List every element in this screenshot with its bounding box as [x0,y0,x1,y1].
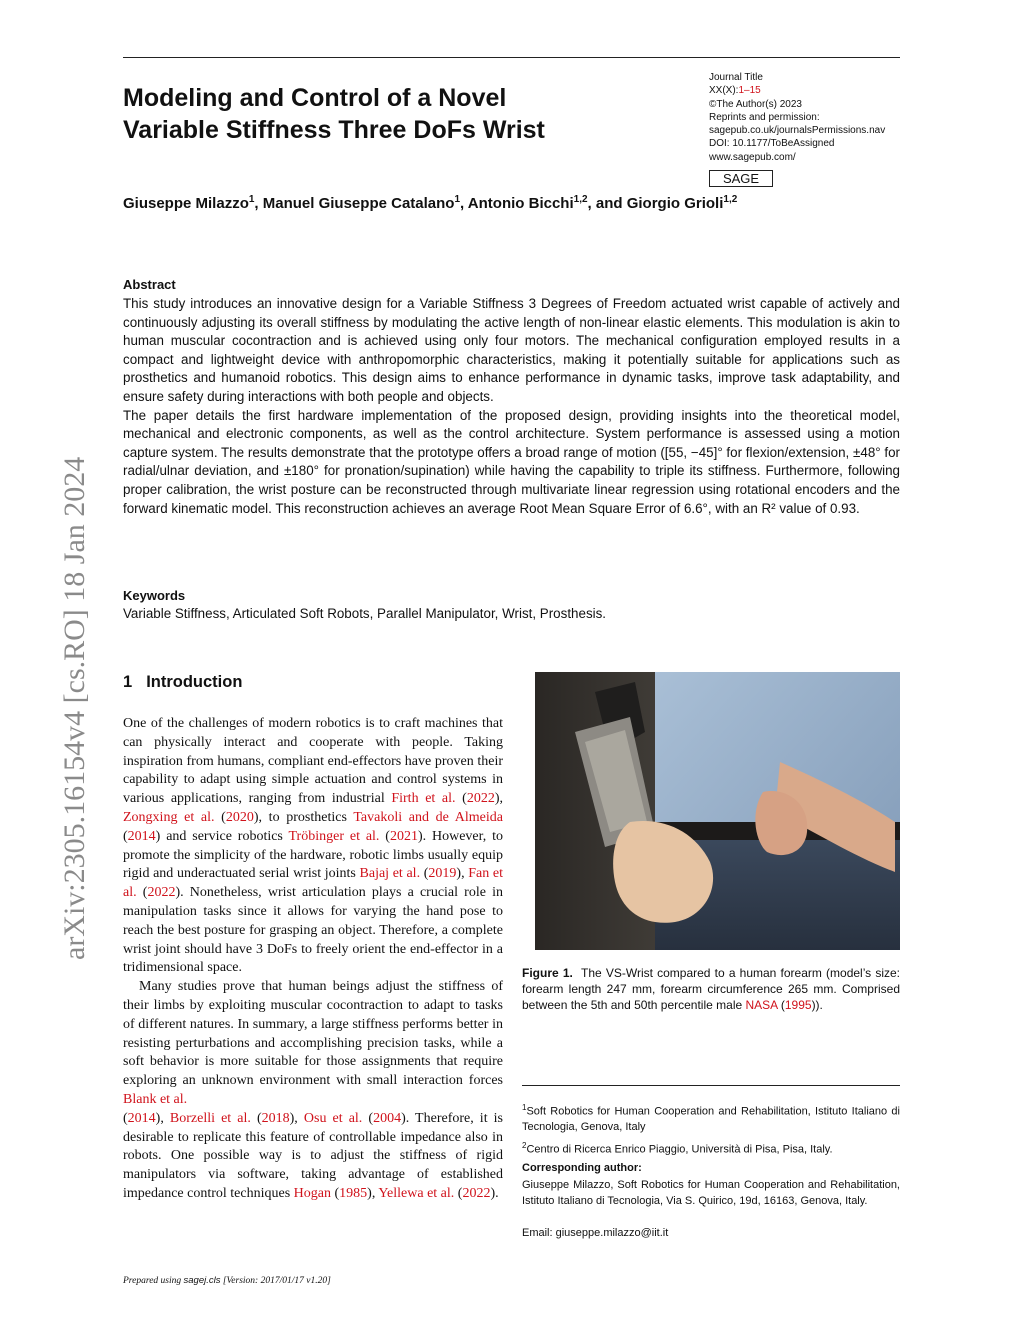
author-list: Giuseppe Milazzo$^1$, Manuel Giuseppe Catalano$^1$, Antonio Bicchi$^{1,2}$, and Giorgio Grioli$^{1,2}$ [123,194,738,212]
copyright: ©The Author(s) 2023 [709,98,802,110]
citation-year[interactable]: 2014 [127,1110,156,1126]
citation-year[interactable]: 1985 [339,1185,368,1201]
site-url: www.sagepub.com/ [709,151,796,163]
intro-body [123,715,503,1204]
citation-link[interactable]: Borzelli et al. [169,1110,251,1126]
citation-year[interactable]: 2022 [462,1185,491,1201]
arxiv-stamp: arXiv:2305.16154v4 [cs.RO] 18 Jan 2024 [58,456,91,960]
citation-link[interactable]: Firth et al. [391,791,456,807]
abstract-paragraph-2: The paper details the first hardware implementation of the proposed design, providing insights into the theoretical model, mechanical and electronic components, as well as the control architecture. System performance is assessed using a motion capture system. The results demonstrate that the prototype offers a broad range of motion ([55, −45]° for flexion/extension, ±48° for radial/ulnar deviation, and ±180° for pronation/supination) while having the capability to triple its stiffness. Furthermore, following proper calibration, the wrist posture can be reconstructed through multivariate linear regression using rotational encoders and the forward kinematic model. This reconstruction achieves an average Root Mean Square Error of 6.6°, with an R² value of 0.93. [123,407,900,516]
citation-year[interactable]: 1995 [784,998,812,1013]
citation-link[interactable]: Zongxing et al. [123,809,215,825]
citation-year[interactable]: 2021 [389,828,418,844]
pages-link[interactable]: 1–15 [738,85,761,97]
journal-volume: XX(X):1–15 [709,85,761,97]
sage-logo: SAGE [709,170,773,187]
citation-link[interactable]: Blank et al. [123,1091,188,1107]
title-line-2: Variable Stiffness Three DoFs Wrist [123,116,545,144]
citation-link[interactable]: Osu et al. [303,1110,363,1126]
citation-link[interactable]: Bajaj et al. [359,866,421,882]
affiliations [522,1100,900,1160]
citation-link[interactable]: Hogan [293,1185,331,1201]
vs-wrist-photo [535,672,900,950]
citation-link[interactable]: Tröbinger et al. [288,828,380,844]
intro-paragraph-2: Many studies prove that human beings adjust the stiffness of their limbs by exploiting muscular cocontraction to adapt to tasks of different natures. In summary, a large stiffness performs better in resisting perturbations and accomplishing precision tasks, while a soft behavior is more suitable for those assignments that require exploring an unknown environment with small interaction forces Blank et al. (2014), Borzelli et al. (2018), Osu et al. (2004). Therefore, it is desirable to replicate this feature of controllable impedance also in robots. One possible way is to adjust the stiffness of rigid manipulators via software, taking advantage of established impedance control techniques Hogan (1985), Yellewa et al. (2022). [123,979,503,1201]
top-rule [123,57,900,58]
figure-caption: Figure 1. The VS-Wrist compared to a human forearm (model’s size: forearm length 247 mm, forearm circumference 265 mm. Comprised between the 5th and 50th percentile male NASA (1995)). [522,966,901,1013]
citation-year[interactable]: 2004 [373,1110,402,1126]
abstract-paragraph-1: This study introduces an innovative design for a Variable Stiffness 3 Degrees of Freedom actuated wrist capable of actively and continuously adjusting its overall stiffness by modulating the active length of non-linear elastic elements. This modulation is akin to human muscular cocontraction and is achieved using only four motors. The mechanical configuration employed results in a compact and lightweight device with anthropomorphic characteristics, making it potentially suitable for applications such as prosthetics and humanoid robotics. This design aims to enhance performance in dynamic tasks, improve task adaptability, and ensure safety during interactions with both people and objects. [123,296,900,404]
citation-link[interactable]: Tavakoli and de Almeida [353,809,503,825]
journal-info [709,71,909,164]
keywords-text: Variable Stiffness, Articulated Soft Robots, Parallel Manipulator, Wrist, Prosthesis. [123,606,607,621]
citation-link[interactable]: Fan et al. [123,866,503,901]
citation-year[interactable]: 2020 [225,809,254,825]
figure-label: Figure 1. [522,966,573,980]
footnote-rule [522,1085,900,1086]
journal-title: Journal Title [709,72,763,83]
reprints-url: sagepub.co.uk/journalsPermissions.nav [709,125,886,137]
reprints: Reprints and permission: [709,111,820,123]
keywords-heading: Keywords [123,588,186,603]
abstract-heading: Abstract [123,277,176,292]
paper-title [123,82,683,146]
title-line-1: Modeling and Control of a Novel [123,84,507,112]
affiliation-2: $^2$Centro di Ricerca Enrico Piaggio, Università di Pisa, Pisa, Italy. [522,1140,833,1156]
abstract-body [123,295,900,518]
citation-year[interactable]: 2022 [147,885,176,901]
citation-year[interactable]: 2018 [261,1110,290,1126]
affiliation-1: $^1$Soft Robotics for Human Cooperation and Rehabilitation, Istituto Italiano di Tecnologia, Genova, Italy [522,1103,900,1134]
citation-link[interactable]: NASA [745,998,778,1013]
prepared-using-footer: Prepared using sagej.cls [Version: 2017/01/17 v1.20] [123,1275,331,1286]
citation-link[interactable]: Yellewa et al. [378,1185,455,1201]
citation-year[interactable]: 2022 [466,791,495,807]
figure-photo [535,672,900,950]
corresponding-author-address: Giuseppe Milazzo, Soft Robotics for Human Cooperation and Rehabilitation, Istituto Italiano di Tecnologia, Via S. Quirico, 19d, 16163, Genova, Italy. [522,1179,900,1207]
corresponding-email[interactable]: Email: giuseppe.milazzo@iit.it [522,1227,669,1239]
citation-year[interactable]: 2019 [428,866,457,882]
doi: DOI: 10.1177/ToBeAssigned [709,138,835,150]
intro-paragraph-1: One of the challenges of modern robotics is to craft machines that can physically interact and cooperate with people. Taking inspiration from humans, compliant end-effectors have proven their capability to adapt using simple actuation and control systems in various applications, ranging from industrial Firth et al. (2022), Zongxing et al. (2020), to prosthetics Tavakoli and de Almeida (2014) and service robotics Tröbinger et al. (2021). However, to promote the simplicity of the hardware, robotic limbs usually equip rigid and underactuated serial wrist joints Bajaj et al. (2019), Fan et al. (2022). Nonetheless, wrist articulation plays a crucial role in manipulation tasks since it allows for varying the hand pose to reach the best posture for grasping an object. Therefore, a complete wrist joint should have 3 DoFs to freely orient the end-effector in a tridimensional space. [123,716,503,976]
citation-year[interactable]: 2014 [127,828,156,844]
section-heading: 1 Introduction [123,673,243,691]
corresponding-author-heading: Corresponding author: [522,1162,642,1174]
